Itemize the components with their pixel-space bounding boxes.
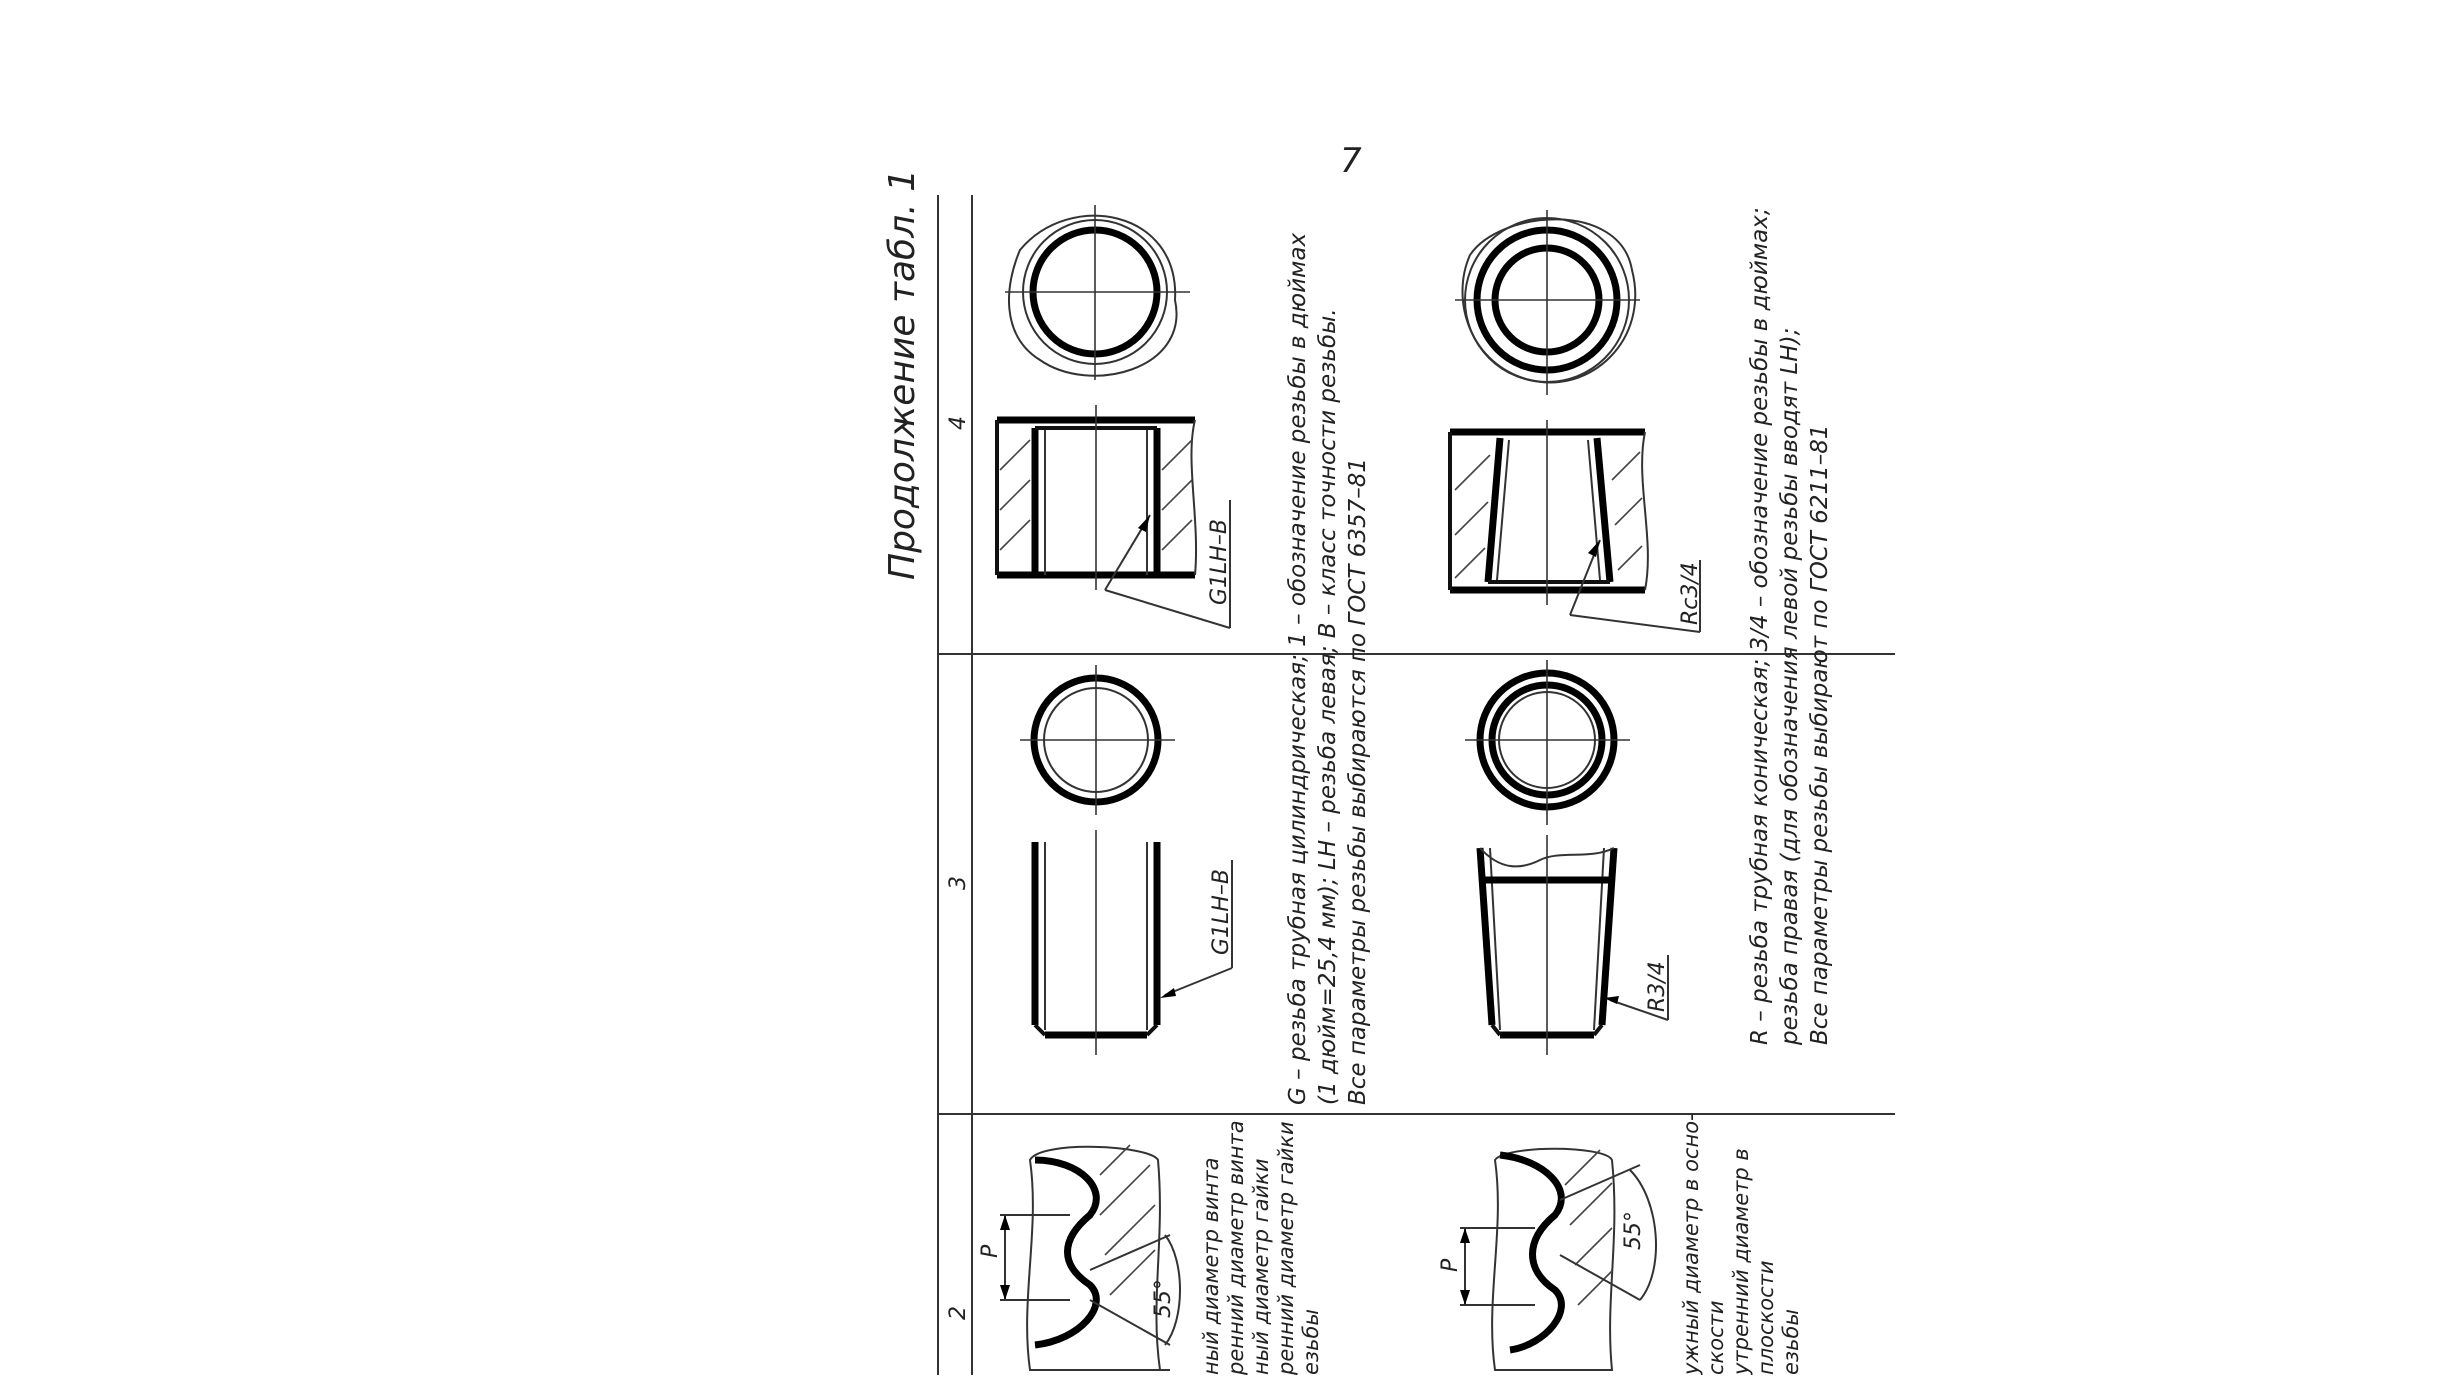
- page-number: 7: [1340, 141, 1362, 181]
- column-number-3: 3: [946, 876, 971, 890]
- row1-note-line-1: G – резьба трубная цилиндрическая; 1 – обозначение резьбы в дюймах: [1285, 232, 1311, 1105]
- row2-legend: [1679, 1113, 1803, 1375]
- row2-col4-section-view: [1455, 210, 1640, 395]
- continuation-caption: Продолжение табл. 1: [882, 168, 923, 580]
- column-number-4: 4: [946, 416, 971, 430]
- row1-angle-label: 55°: [1151, 1279, 1176, 1318]
- row1-note-line-3: Все параметры резьбы выбираются по ГОСТ 6357–81: [1345, 457, 1371, 1105]
- row1-pitch-label: P: [978, 1244, 1003, 1258]
- row2-col3-designation: R3/4: [1645, 961, 1670, 1012]
- row1-legend-line-2: ренний диаметр винта: [1224, 1120, 1248, 1375]
- column-number-2: 2: [946, 1306, 971, 1320]
- row2-col2-thread-profile: [1460, 1149, 1656, 1370]
- row1-notes: [1285, 233, 1371, 1105]
- row2-legend-line-1: ужный диаметр в осно-: [1679, 1113, 1703, 1375]
- row2-col3-end-view: [1465, 660, 1630, 825]
- row1-col3-side-view: [1035, 830, 1232, 1055]
- row2-angle-label: 55°: [1621, 1211, 1646, 1250]
- row1-col4-side-view: [997, 405, 1230, 628]
- row2-legend-line-2: скости: [1704, 1300, 1728, 1375]
- row1-legend-line-1: ный диаметр винта: [1199, 1157, 1223, 1375]
- row1-col2-thread-profile: [1000, 1145, 1180, 1370]
- row1-legend-line-3: ный диаметр гайки: [1249, 1158, 1273, 1375]
- row2-legend-line-3: утренний диаметр в: [1729, 1148, 1753, 1375]
- row2-note-line-3: Все параметры резьбы выбирают по ГОСТ 6211–81: [1807, 424, 1833, 1045]
- row1-legend-line-4: ренний диаметр гайки: [1274, 1121, 1298, 1375]
- row2-note-line-2: резьба правая (для обозначения левой резьбы вводят LH);: [1777, 327, 1803, 1045]
- row2-col4-designation: Rc3/4: [1678, 562, 1703, 625]
- row2-note-line-1: R – резьба трубная коническая; 3/4 – обозначение резьбы в дюймах;: [1747, 207, 1773, 1045]
- row1-col3-designation: G1LH–B: [1209, 869, 1234, 955]
- row1-note-line-2: (1 дюйм=25,4 мм); LH – резьба левая; B – класс точности резьбы.: [1315, 308, 1341, 1105]
- row1-legend-line-5: езьбы: [1299, 1309, 1323, 1375]
- row2-legend-line-5: езьбы: [1779, 1309, 1803, 1375]
- row2-pitch-label: P: [1438, 1258, 1463, 1272]
- row2-notes: [1747, 207, 1833, 1046]
- row2-col3-side-view: [1480, 835, 1668, 1055]
- row1-col3-end-view: [1020, 665, 1175, 815]
- row2-legend-line-4: плоскости: [1754, 1260, 1778, 1375]
- row2-col4-side-view: [1450, 420, 1700, 632]
- row1-legend: [1199, 1120, 1323, 1375]
- row1-col4-section-view: [1005, 205, 1190, 380]
- row1-col4-designation: G1LH–B: [1207, 519, 1232, 605]
